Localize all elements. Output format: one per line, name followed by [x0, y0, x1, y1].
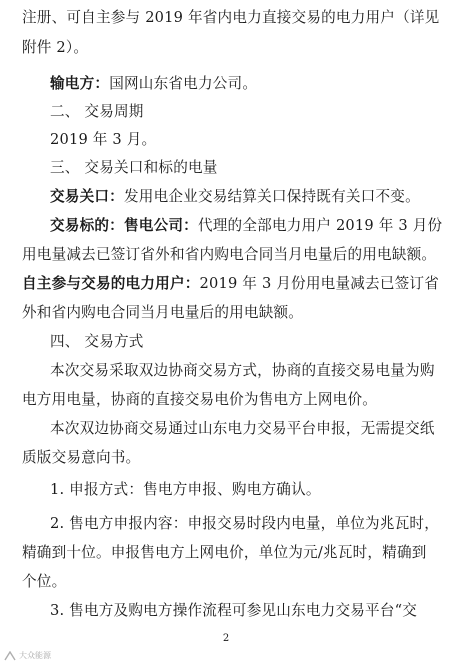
user-label: 自主参与交易的电力用户：: [22, 275, 200, 292]
user-line: [22, 274, 440, 294]
watermark-logo-icon: [4, 651, 16, 661]
target-label: 交易标的：: [50, 217, 124, 234]
list-item: 3. 售电方及购电方操作流程可参见山东电力交易平台“交: [50, 602, 418, 619]
section-heading: 四、 交易方式: [50, 333, 144, 350]
supplier-text: 国网山东省电力公司。: [109, 75, 258, 92]
gate-text: 发用电企业交易结算关口保持既有关口不变。: [123, 188, 420, 205]
list-item-cont: 精确到十位。申报售电方上网电价，单位为元/兆瓦时，精确到: [22, 544, 427, 561]
paragraph-line: 本次双边协商交易通过山东电力交易平台申报，无需提交纸: [50, 420, 435, 437]
supplier-label: 输电方：: [50, 75, 110, 92]
text-line: 注册、可自主参与 2019 年省内电力直接交易的电力用户（详见: [22, 9, 440, 26]
supplier-line: [50, 74, 440, 94]
list-item-cont: 个位。: [22, 573, 67, 590]
section2-text: 2019 年 3 月。: [50, 131, 157, 148]
section-heading: 二、 交易周期: [50, 103, 144, 120]
paragraph-line: 本次交易采取双边协商交易方式，协商的直接交易电量为购: [50, 362, 435, 379]
user-text: 2019 年 3 月份用电量减去已签订省: [199, 275, 439, 292]
paragraph-line: 质版交易意向书。: [22, 449, 141, 466]
seller-text-cont: 用电量减去已签订省外和省内购电合同当月电量后的用电缺额。: [22, 246, 437, 263]
list-item: 2. 售电方申报内容：申报交易时段内电量，单位为兆瓦时，: [50, 515, 440, 532]
page-number: 2: [222, 633, 230, 644]
user-text-cont: 外和省内购电合同当月电量后的用电缺额。: [22, 304, 304, 321]
paragraph-line: 电方用电量，协商的直接交易电价为售电方上网电价。: [22, 391, 378, 408]
seller-label: 售电公司：: [123, 217, 198, 234]
section-heading: 三、 交易关口和标的电量: [50, 159, 218, 176]
watermark-text: 大众能源: [19, 651, 51, 660]
gate-label: 交易关口：: [50, 188, 124, 205]
seller-text: 代理的全部电力用户 2019 年 3 月份: [197, 217, 443, 234]
list-item: 1. 申报方式：售电方申报、购电方确认。: [50, 481, 321, 498]
target-line: [50, 216, 443, 236]
gate-line: [50, 187, 440, 207]
watermark: [4, 650, 51, 661]
text-line: 附件 2）。: [22, 39, 89, 56]
